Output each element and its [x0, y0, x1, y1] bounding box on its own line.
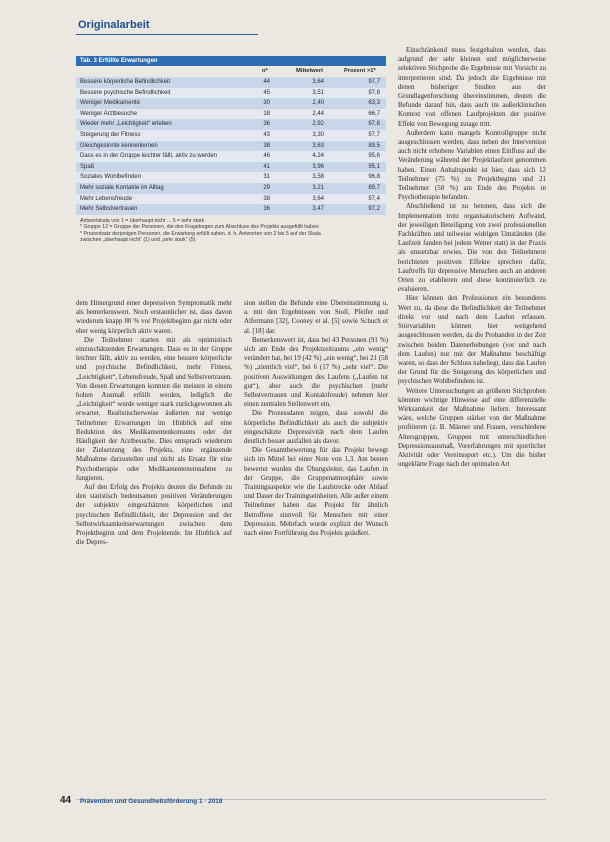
- paragraph: sion stellen die Befunde eine Übereinstimmung u. a. mit den Ergebnissen von Stoll, Pfeifer und Alfermann [32], Cooney et al. [5] sowie Schuch et al. [18] dar.: [244, 300, 388, 335]
- text-column-middle: [244, 299, 388, 538]
- table-row: [76, 204, 386, 215]
- table-row: [76, 162, 386, 173]
- table-cell: 3,96: [312, 163, 324, 170]
- table-cell: 97,8: [368, 121, 380, 128]
- table-row: [76, 98, 386, 109]
- row-label: Wieder mehr „Leichtigkeit“ erleben: [80, 121, 172, 128]
- row-label: Gleichgesinnte kennenlernen: [80, 142, 158, 149]
- table-cell: 66,7: [368, 110, 380, 117]
- table-cell: 3,58: [312, 174, 324, 181]
- table-cell: 63,3: [368, 100, 380, 107]
- paragraph: Hier können den Professionen ein besonderes Wert zu, da diese die Befindlichkeit der Teilnehmer direkt vor und nach dem Laufen erfassen. Störvariablen können hier weitgehend ausgeschlossen werden, da die Probanden in der Zeit zwischen beiden Datenerhebungen (vor und nach dem Laufen) nur mit der Maßnahme beschäftigt waren, so dass der Schluss naheliegt, dass das Laufen der Grund für die Steigerung des körperlichen und psychischen Wohlbefindens ist.: [398, 295, 546, 386]
- page-number: 44: [60, 795, 72, 806]
- table-cell: 30: [263, 100, 270, 107]
- row-label: Bessere körperliche Befindlichkeit: [80, 79, 171, 85]
- table-note: * Gruppe 12 = Gruppe der Personen, die den Fragebogen zum Abschluss des Projekts ausgefüllt haben: [80, 224, 319, 231]
- paragraph: Die Gesamtbewertung für das Projekt bewegt sich im Mittel bei einer Note von 1,3. Am besten bewertet wurden die Übungsleiter, das Laufen in der Gruppe, die Gruppenatmosphäre sowie Trainingsaspekte wie die Laufstrecke oder Ablauf und Dauer der Trainingseinheiten. Alle außer einem Teilnehmer haben das Projekt für ähnlich Betroffene sinnvoll für Menschen mit einer Depression. Mehrfach wurde explizit der Wunsch nach einer Fortführung des Projekts geäußert.: [244, 447, 388, 538]
- table-cell: 3,51: [312, 89, 324, 96]
- table-cell: 97,2: [368, 206, 380, 213]
- table-cell: 18: [263, 110, 270, 117]
- table-cell: 3,47: [312, 206, 324, 213]
- table-row: [76, 183, 386, 194]
- column-header: n*: [262, 68, 268, 74]
- row-label: Dass es in der Gruppe leichter fällt, aktiv zu werden: [80, 153, 218, 160]
- section-header: [76, 18, 258, 35]
- table-cell: 95,1: [368, 163, 380, 170]
- table-cell: 97,4: [368, 195, 380, 202]
- row-label: Mehr soziale Kontakte im Alltag: [80, 184, 164, 191]
- table-cell: 97,8: [368, 89, 380, 96]
- table-body: [76, 77, 386, 215]
- table-cell: 41: [263, 163, 270, 170]
- table-note: zwischen „überhaupt nicht“ (1) und „sehr stark“ (5): [80, 237, 196, 244]
- table-notes: [76, 218, 386, 244]
- table-cell: 97,7: [368, 79, 380, 85]
- table-row: [76, 119, 386, 130]
- table-row: [76, 77, 386, 88]
- column-header: Prozent >1*: [344, 68, 376, 74]
- table-cell: 44: [263, 79, 270, 85]
- table-cell: 43: [263, 131, 270, 138]
- table-caption: Tab. 3 Erfüllte Erwartungen: [80, 58, 158, 64]
- table-cell: 46: [263, 153, 270, 160]
- table-row: [76, 194, 386, 205]
- row-label: Soziales Wohlbefinden: [80, 174, 141, 181]
- table-note: * Prozentsatz derjenigen Personen, die Erwartung erfüllt sahen, d. h. Antworten von 2 bis 5 auf der Skala: [80, 230, 321, 237]
- table-cell: 36: [263, 121, 270, 128]
- table-cell: 2,92: [312, 121, 324, 128]
- expectations-table: [76, 56, 386, 244]
- paragraph: Bemerkenswert ist, dass bei 43 Personen (91 %) sich am Ende des Projektzeitraums „ein wenig“ verändert hat, bei 19 (42 %) „ein wenig“, bei 21 (58 %) „ziemlich viel“, bei 6 (17 %) „sehr viel“. Die positiven Auswirkungen des Laufens („Laufen tut gut“), aber auch die psychischen (mehr Selbstvertrauen und Kontaktfreude) nehmen hier einen zentralen Stellenwert ein.: [244, 336, 388, 409]
- column-header: Mittelwert: [296, 68, 324, 74]
- table-cell: 3,30: [312, 131, 324, 138]
- row-label: Steigerung der Fitness: [80, 131, 141, 138]
- table-cell: 38: [263, 195, 270, 202]
- text-column-right: [398, 46, 546, 469]
- table-row: [76, 109, 386, 120]
- table-row: [76, 130, 386, 141]
- table-cell: 95,6: [368, 153, 380, 160]
- row-label: Spaß: [80, 163, 95, 170]
- table-cell: 3,63: [312, 142, 324, 149]
- table-cell: 2,40: [312, 100, 324, 107]
- table-caption-bar: [76, 56, 386, 66]
- paragraph: Die Prozessdaten zeigen, dass sowohl die körperliche Befindlichkeit als auch die subjektiv eingeschätzte Depressivität nach dem Laufen deutlich besser ausfallen als davor.: [244, 410, 388, 446]
- row-label: Weniger Arztbesuche: [80, 110, 137, 117]
- table-cell: 3,21: [312, 184, 324, 191]
- table-row: [76, 141, 386, 152]
- table-cell: 89,7: [368, 184, 380, 191]
- table-cell: 2,44: [312, 110, 324, 117]
- table-cell: 89,5: [368, 142, 380, 149]
- table-cell: 45: [263, 89, 270, 96]
- table-cell: 96,8: [368, 174, 380, 181]
- table-row: [76, 172, 386, 183]
- paragraph: dem Hintergrund einer depressiven Symptomatik mehr als bemerkenswert. Noch erstaunlicher ist, dass davon wiederum knapp 80 % vor Projektbeginn gar nicht oder eher wenig körperlich aktiv waren.: [76, 300, 232, 335]
- paragraph: Außerdem kann mangels Kontrollgruppe nicht ausgeschlossen werden, dass neben der Intervention auch nicht erhobene Variablen einen Einfluss auf die Veränderung während der Projektlaufzeit genommen haben. Einen Anhaltspunkt ist hier, dass sich 12 Teilnehmer (75 %) zu Projektbeginn und 21 Teilnehmer (58 %) am Ende des Projekts in Psychotherapie befanden.: [398, 129, 546, 202]
- paragraph: Die Teilnehmer starten mit als optimistisch einzuschätzenden Erwartungen. Dass es in der Gruppe leichter fällt, aktiv zu werden, eine bessere körperliche und psychische Befindlichkeit, mehr Fitness, „Leichtigkeit“, Lebensfreude, Spaß und Selbstvertrauen. Von diesen Erwartungen konnten die meisten in einem hohen Ausmaß erfüllt werden, lediglich die „Leichtigkeit“ wurde weniger stark zurückgewonnen als erwartet. Realistischerweise äußerten nur wenige Teilnehmer Erwartungen im Hinblick auf eine Reduktion des Medikamentenkonsums oder der Häufigkeit der Arztbesuche. Dies entsprach wiederum der Zielsetzung des Projekts, eine ergänzende Maßnahme darzustellen und nicht als Ersatz für eine Psychotherapie oder Medikamenteneinnahme zu fungieren.: [76, 336, 232, 482]
- table-header-row: [76, 66, 386, 77]
- paragraph: Weitere Untersuchungen an größeren Stichproben könnten wichtige Hinweise auf eine differenzielle Wirksamkeit der Maßnahme liefern. Interessant wäre, welche Gruppen stärker von der Maßnahme profitieren (z. B. Männer und Frauen, verschiedene Altersgruppen, Gruppen mit unterschiedlichen Depressionsausmaß, Vorerfahrungen mit sportlicher Aktivität oder Vereinssport etc.). Um die bisher ungeklärte Frage nach der optimalen Art: [398, 387, 546, 469]
- table-cell: 97,7: [368, 131, 380, 138]
- table-cell: 4,24: [312, 153, 324, 160]
- table-cell: 36: [263, 206, 270, 213]
- section-label: Originalarbeit: [78, 19, 150, 31]
- table-cell: 3,64: [312, 79, 324, 85]
- table-row: [76, 88, 386, 99]
- paragraph: Abschließend ist zu betonen, dass sich die Implementation trotz organisatorischem Aufwand, der jeweiligen Beteiligung von zwei professionellen Fachkräften und teilweise widrigen Umständen (die Laufzeit fanden bei jedem Wetter statt) in der Praxis als umsetzbar erwies. Die von den Teilnehmern berichteten positiven Effekte sprechen dafür, Lauftreffs für depressive Menschen auch an anderen Orten zu etablieren und diese kontinuierlich zu evaluieren.: [398, 203, 546, 294]
- table-cell: 31: [263, 174, 270, 181]
- row-label: Mehr Selbstvertrauen: [80, 206, 138, 213]
- paragraph: Einschränkend muss festgehalten werden, dass aufgrund der sehr kleinen und möglicherweise selektiven Stichprobe die Ergebnisse mit Vorsicht zu interpretieren sind. Da jedoch die Ergebnisse mit denen bisheriger Studien aus der Grundlagenforschung übereinstimmen, deuten die Befunde darauf hin, dass auch im außerklinischen Kontext von offenen Laufprojekten der positive Effekt von Bewegung zutage tritt.: [398, 47, 546, 128]
- table-row: [76, 151, 386, 162]
- row-label: Mehr Lebensfreude: [80, 195, 133, 202]
- journal-title: Prävention und Gesundheitsförderung 1 · 2018: [80, 798, 223, 805]
- table-cell: 3,64: [312, 195, 324, 202]
- text-column-left: [76, 299, 232, 547]
- row-label: Weniger Medikamente: [80, 100, 140, 107]
- table-cell: 29: [263, 184, 270, 191]
- row-label: Bessere psychische Befindlichkeit: [80, 89, 171, 96]
- table-note: Antwortskala von 1 = überhaupt nicht ... 5 = sehr stark: [80, 217, 205, 224]
- paragraph: Auf den Erfolg des Projekts deuten die Befunde zu den statistisch bedeutsamen positiven Veränderungen der subjektiv eingeschätzten körperlichen und psychischen Befindlichkeit, der Depression und der Selbstwirksamkeitserwartungen zwischen dem Projektbeginn und dem Projektende. Im Hinblick auf die Depres-: [76, 484, 232, 547]
- table-cell: 38: [263, 142, 270, 149]
